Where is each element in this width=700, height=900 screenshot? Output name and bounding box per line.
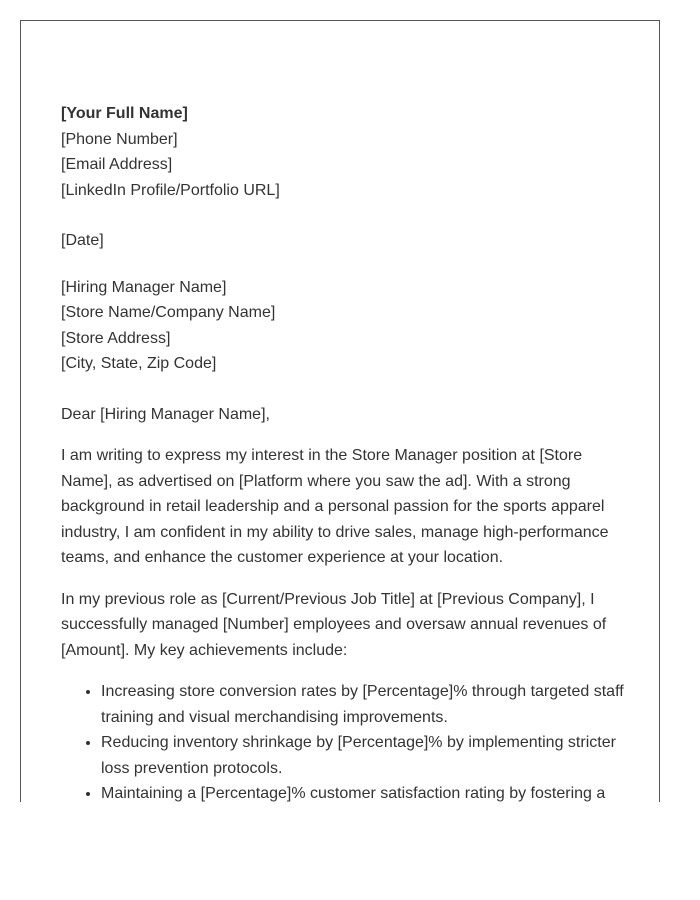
salutation bbox=[61, 402, 626, 428]
salutation-text: Dear [Hiring Manager Name], bbox=[61, 405, 270, 423]
sender-name: [Your Full Name] bbox=[61, 105, 188, 122]
sender-email: [Email Address] bbox=[61, 156, 173, 173]
recipient-city-state-zip: [City, State, Zip Code] bbox=[61, 355, 217, 372]
recipient-company: [Store Name/Company Name] bbox=[61, 304, 276, 321]
recipient-name: [Hiring Manager Name] bbox=[61, 278, 227, 296]
paragraph-intro: I am writing to express my interest in the Store Manager position at [Store Name], as advertised on [Platform where you saw the ad]. With a strong background in retail leadership and a personal passion for the sports apparel industry, I am confident in my ability to drive sales, manage high-performance teams, and enhance the customer experience at your location. bbox=[61, 447, 609, 566]
sender-profile-url: [LinkedIn Profile/Portfolio URL] bbox=[61, 181, 280, 199]
sender-block bbox=[61, 101, 626, 203]
letter-date: [Date] bbox=[61, 232, 104, 249]
achievements-list bbox=[61, 679, 626, 802]
recipient-address: [Store Address] bbox=[61, 329, 171, 347]
date-block bbox=[61, 228, 626, 254]
list-item: • Reducing inventory shrinkage by [Percentage]% by implementing stricter loss prevention protocols. bbox=[101, 730, 626, 781]
list-item: • Increasing store conversion rates by [Percentage]% through targeted staff training and visual merchandising improvements. bbox=[101, 679, 626, 730]
list-item: • Maintaining a [Percentage]% customer satisfaction rating by fostering a bbox=[101, 781, 626, 802]
sender-phone: [Phone Number] bbox=[61, 130, 178, 148]
document-page bbox=[20, 20, 660, 802]
paragraph-experience: In my previous role as [Current/Previous Job Title] at [Previous Company], I successfully managed [Number] employees and oversaw annual revenues of [Amount]. My key achievements include: bbox=[61, 590, 607, 659]
letter-body bbox=[61, 101, 626, 802]
recipient-block bbox=[61, 275, 626, 377]
